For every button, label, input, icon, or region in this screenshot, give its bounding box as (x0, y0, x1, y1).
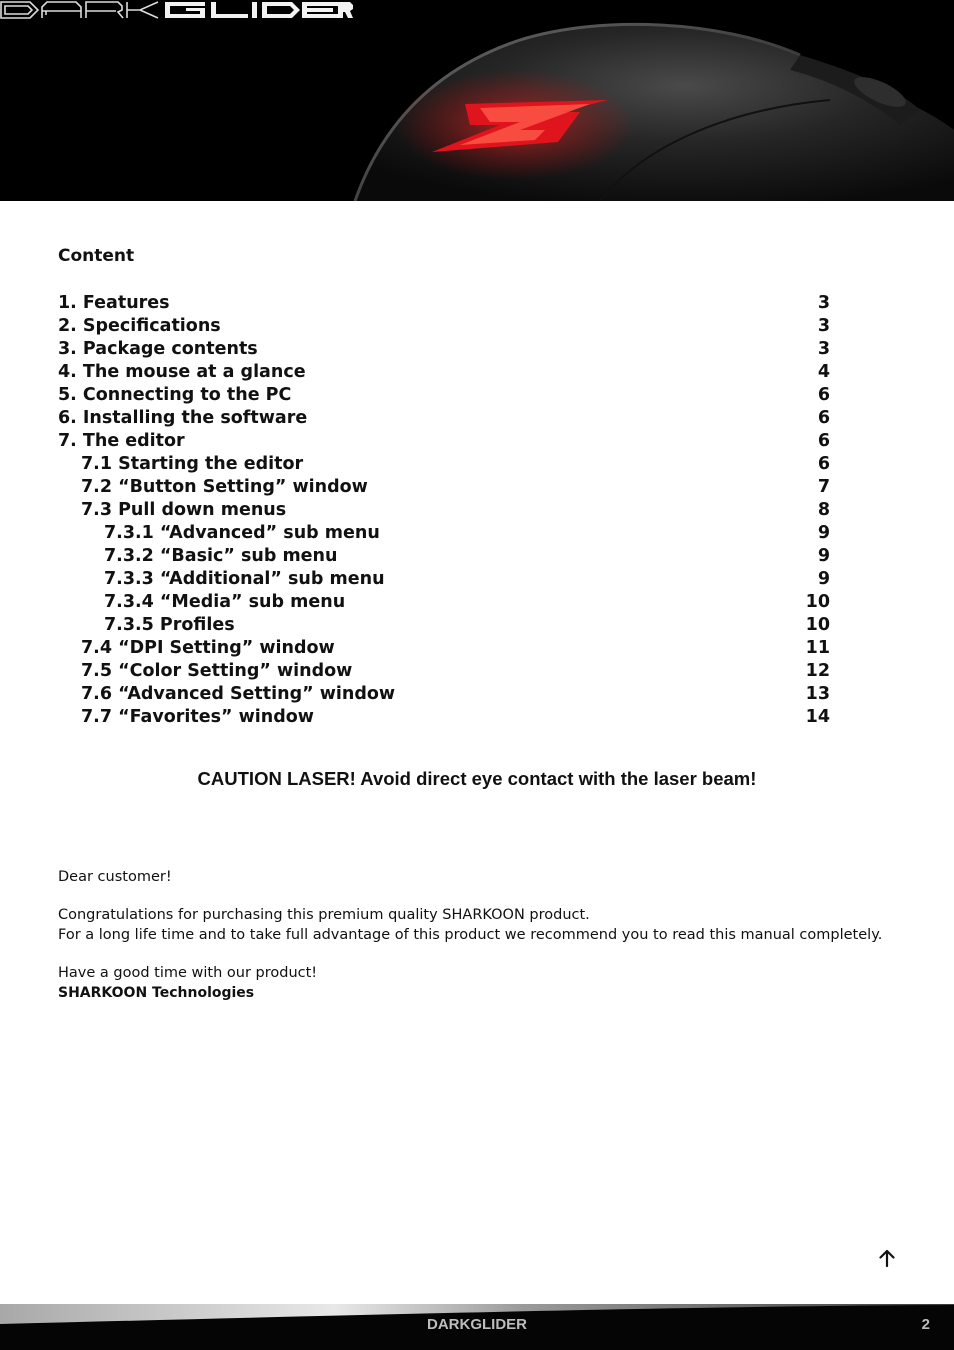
greeting: Dear customer! (58, 869, 172, 885)
toc-entry-title: 6. Installing the software (58, 408, 308, 428)
mouse-illustration (0, 0, 954, 201)
toc-entry-page: 3 (817, 339, 830, 359)
darkglider-wordmark-logo (0, 0, 355, 20)
toc-entry-title: 7.7 “Favorites” window (81, 707, 314, 727)
toc-entry[interactable] (58, 545, 830, 568)
toc-entry-title: 7. The editor (58, 431, 185, 451)
toc-entry-page: 10 (805, 615, 830, 635)
toc-entry[interactable] (58, 683, 830, 706)
toc-entry-page: 3 (817, 293, 830, 313)
page-number: 2 (921, 1316, 930, 1333)
toc-entry[interactable] (58, 637, 830, 660)
toc-entry-title: 5. Connecting to the PC (58, 385, 292, 405)
toc-entry-title: 7.6 “Advanced Setting” window (81, 684, 396, 704)
intro-paragraph-line-1: Congratulations for purchasing this premium quality SHARKOON product. (58, 907, 590, 923)
toc-entry[interactable] (58, 706, 830, 729)
toc-entry-title: 1. Features (58, 293, 170, 313)
toc-entry[interactable] (58, 338, 830, 361)
toc-entry[interactable] (58, 499, 830, 522)
toc-entry[interactable] (58, 430, 830, 453)
toc-entry[interactable] (58, 568, 830, 591)
toc-entry-page: 9 (817, 569, 830, 589)
toc-entry-page: 3 (817, 316, 830, 336)
toc-entry[interactable] (58, 384, 830, 407)
toc-entry-page: 4 (817, 362, 830, 382)
toc-entry[interactable] (58, 660, 830, 683)
toc-entry-page: 11 (805, 638, 830, 658)
toc-entry-title: 7.5 “Color Setting” window (81, 661, 353, 681)
toc-entry-title: 3. Package contents (58, 339, 258, 359)
toc-entry-page: 6 (817, 408, 830, 428)
toc-entry-page: 7 (817, 477, 830, 497)
introduction-text (58, 867, 918, 1003)
toc-entry[interactable] (58, 361, 830, 384)
arrow-up-icon[interactable] (876, 1247, 898, 1269)
toc-entry-title: 7.3.4 “Media” sub menu (104, 592, 346, 612)
toc-entry-title: 7.3.1 “Advanced” sub menu (104, 523, 380, 543)
toc-entry-page: 8 (817, 500, 830, 520)
toc-entry[interactable] (58, 591, 830, 614)
laser-caution-notice: CAUTION LASER! Avoid direct eye contact with the laser beam! (197, 768, 757, 789)
toc-entry-page: 10 (805, 592, 830, 612)
table-of-contents (58, 292, 830, 729)
footer-title: DARKGLIDER (427, 1316, 527, 1333)
toc-entry-page: 13 (805, 684, 830, 704)
closing-line: Have a good time with our product! (58, 965, 318, 981)
toc-entry-page: 9 (817, 546, 830, 566)
toc-entry[interactable] (58, 476, 830, 499)
toc-entry-title: 7.3.2 “Basic” sub menu (104, 546, 338, 566)
toc-entry-title: 7.3 Pull down menus (81, 500, 287, 520)
intro-paragraph-line-2: For a long life time and to take full advantage of this product we recommend you to read this manual completely. (58, 927, 883, 943)
toc-entry[interactable] (58, 292, 830, 315)
toc-entry-title: 7.3.5 Profiles (104, 615, 235, 635)
toc-entry[interactable] (58, 407, 830, 430)
toc-entry-title: 4. The mouse at a glance (58, 362, 306, 382)
toc-entry-page: 12 (805, 661, 830, 681)
toc-entry[interactable] (58, 614, 830, 637)
signature: SHARKOON Technologies (58, 985, 255, 1001)
header-banner (0, 0, 954, 201)
toc-entry-title: 7.1 Starting the editor (81, 454, 304, 474)
toc-entry-page: 6 (817, 431, 830, 451)
toc-entry[interactable] (58, 315, 830, 338)
toc-entry[interactable] (58, 522, 830, 545)
toc-entry-page: 6 (817, 385, 830, 405)
toc-entry-title: 2. Specifications (58, 316, 221, 336)
toc-entry-title: 7.4 “DPI Setting” window (81, 638, 335, 658)
toc-entry-page: 9 (817, 523, 830, 543)
toc-entry-title: 7.2 “Button Setting” window (81, 477, 368, 497)
toc-entry-page: 14 (805, 707, 830, 727)
toc-entry-title: 7.3.3 “Additional” sub menu (104, 569, 385, 589)
content-heading: Content (58, 246, 135, 266)
toc-entry-page: 6 (817, 454, 830, 474)
toc-entry[interactable] (58, 453, 830, 476)
